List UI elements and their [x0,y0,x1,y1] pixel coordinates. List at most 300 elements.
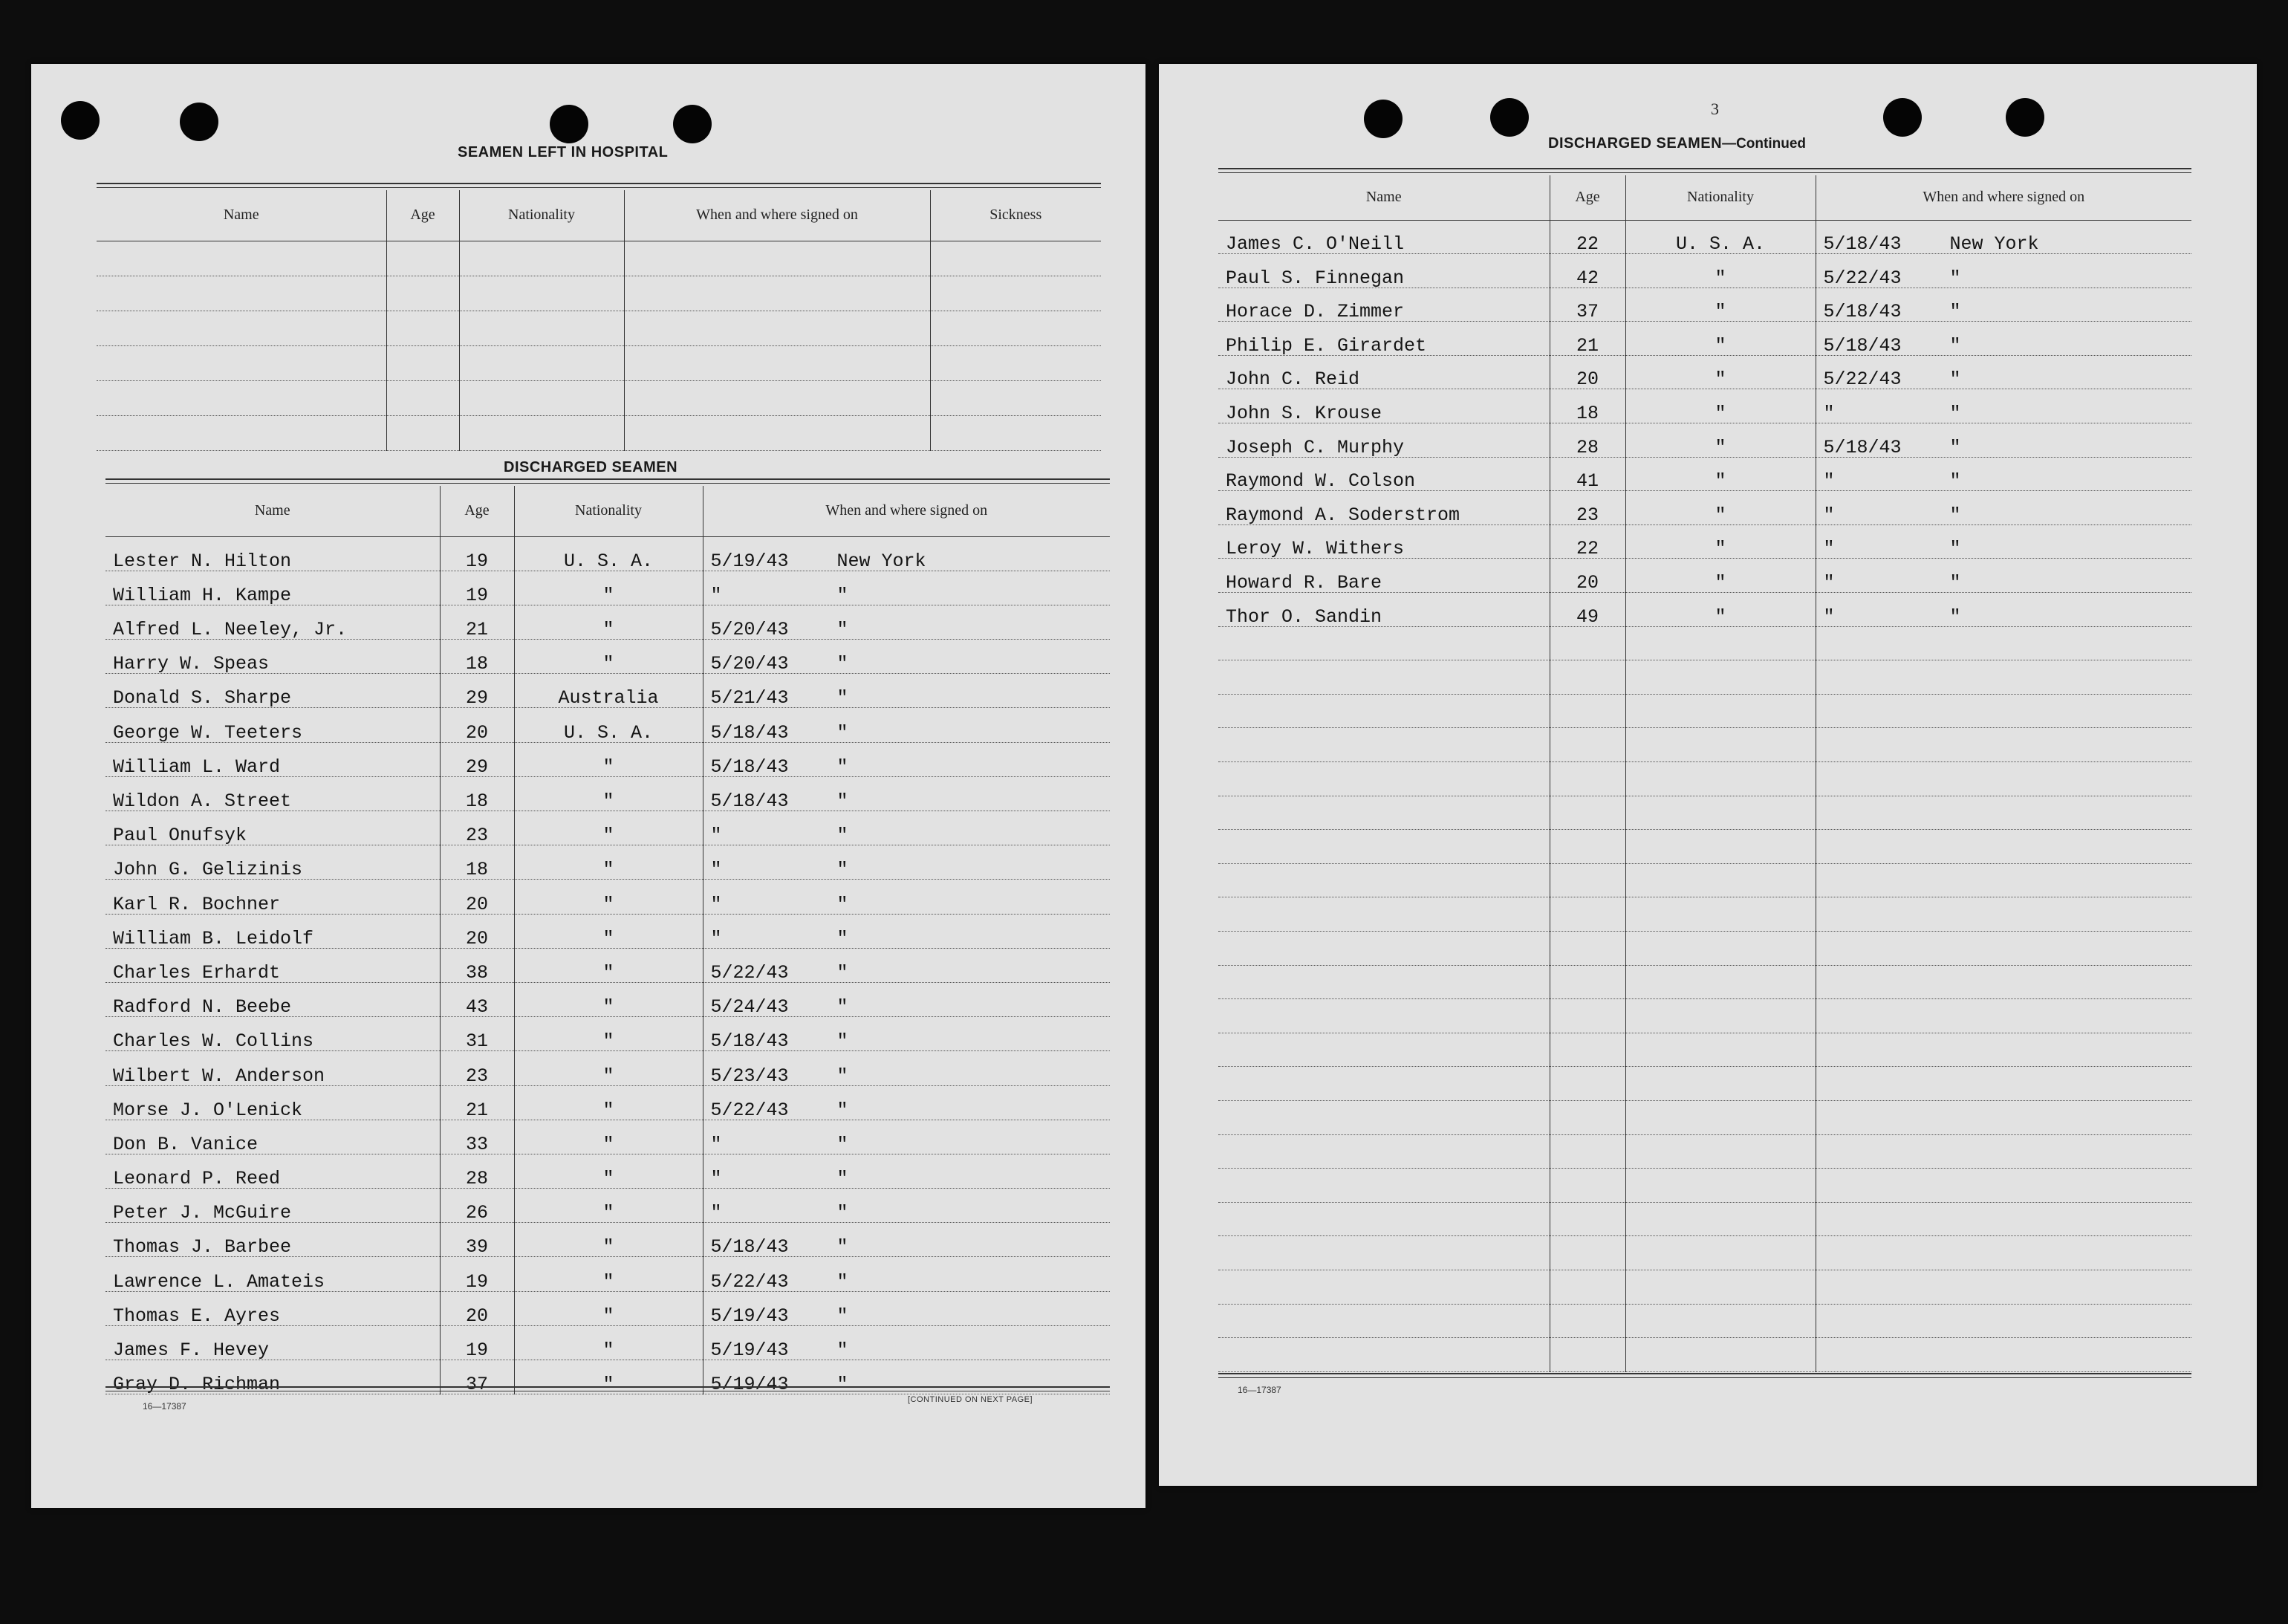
empty-cell [1625,830,1816,864]
empty-cell [624,276,930,311]
title-main: DISCHARGED SEAMEN [1548,135,1723,152]
empty-row [1218,1270,2191,1304]
signed-place: " [836,1133,848,1154]
seaman-nationality: U. S. A. [514,708,703,742]
signed-place: " [836,721,848,743]
table-row [105,948,1110,982]
signed-on-cell [703,845,1110,880]
seaman-nationality: " [514,640,703,674]
table-row [105,1325,1110,1360]
empty-row [1218,796,2191,830]
seaman-name: James F. Hevey [105,1325,440,1360]
empty-row [1218,1202,2191,1236]
empty-cell [1816,1100,2191,1134]
hospital-header-name: Name [97,190,386,241]
empty-cell [1550,1236,1625,1270]
empty-cell [97,276,386,311]
empty-cell [624,311,930,345]
seaman-age: 20 [1550,559,1625,593]
empty-cell [1550,1270,1625,1304]
seaman-age: 28 [440,1154,514,1188]
table-row [105,776,1110,811]
signed-on-cell [703,880,1110,914]
seaman-nationality: " [514,880,703,914]
signed-date: " [710,859,722,880]
empty-cell [930,241,1101,276]
signed-on-cell [703,1291,1110,1325]
seaman-nationality: " [514,1189,703,1223]
discharged-table [105,486,1110,1394]
seaman-name: William L. Ward [105,742,440,776]
empty-cell [1550,1202,1625,1236]
empty-cell [1550,728,1625,762]
signed-on-cell [703,1360,1110,1394]
signed-place: " [836,1374,848,1394]
signed-date: 5/22/43 [710,1099,789,1120]
seaman-name: Lawrence L. Amateis [105,1257,440,1291]
seaman-name: Philip E. Girardet [1218,322,1550,356]
seaman-name: William H. Kampe [105,571,440,605]
signed-on-cell [1816,288,2191,322]
empty-row [1218,1100,2191,1134]
table-row [1218,593,2191,627]
signed-place: " [1949,572,1961,593]
seaman-nationality: " [1625,389,1816,423]
signed-place: " [1949,368,1961,389]
signed-date: 5/18/43 [1823,301,1902,322]
empty-row [1218,931,2191,965]
seaman-age: 22 [1550,220,1625,254]
seaman-nationality: " [514,811,703,845]
empty-cell [1816,1067,2191,1101]
seaman-age: 29 [440,742,514,776]
hospital-top-rule [97,183,1101,184]
empty-cell [1625,626,1816,660]
table-row [105,605,1110,639]
seaman-name: Charles W. Collins [105,1017,440,1051]
seaman-age: 38 [440,948,514,982]
empty-cell [1550,830,1625,864]
seaman-age: 26 [440,1189,514,1223]
empty-cell [1816,1270,2191,1304]
table-row [105,1017,1110,1051]
signed-on-cell [703,1223,1110,1257]
empty-cell [1218,931,1550,965]
seaman-nationality: " [514,571,703,605]
seaman-name: James C. O'Neill [1218,220,1550,254]
punch-hole [1490,98,1529,137]
header-age: Age [440,486,514,536]
signed-date: 5/19/43 [710,1305,789,1326]
signed-place: " [836,927,848,949]
seaman-name: John C. Reid [1218,355,1550,389]
empty-row [1218,897,2191,932]
signed-on-cell [1816,389,2191,423]
empty-cell [1625,965,1816,999]
title-continued: —Continued [1722,136,1807,152]
empty-cell [1625,1338,1816,1372]
signed-on-cell [703,536,1110,571]
signed-on-cell [1816,593,2191,627]
seaman-age: 39 [440,1223,514,1257]
empty-cell [1625,1270,1816,1304]
signed-date: 5/24/43 [710,996,789,1017]
signed-place: " [836,687,848,708]
signed-date: 5/22/43 [710,1270,789,1292]
seaman-age: 19 [440,536,514,571]
signed-on-cell [703,640,1110,674]
table-row [105,1085,1110,1120]
discharged-continued-title [1548,135,1806,152]
seaman-nationality: " [1625,457,1816,491]
empty-cell [386,380,459,415]
header-signed-on: When and where signed on [703,486,1110,536]
punch-hole [673,105,712,143]
signed-place: " [836,996,848,1017]
empty-cell [1550,897,1625,932]
empty-cell [1218,796,1550,830]
empty-cell [1816,796,2191,830]
seaman-nationality: " [514,914,703,948]
empty-cell [459,276,624,311]
signed-date: " [710,584,722,605]
signed-on-cell [703,1189,1110,1223]
seaman-name: Donald S. Sharpe [105,674,440,708]
empty-cell [1218,1236,1550,1270]
table-row [1218,355,2191,389]
table-row [1218,254,2191,288]
empty-cell [1816,1169,2191,1203]
empty-cell [1550,863,1625,897]
seaman-nationality: " [514,605,703,639]
signed-on-cell [703,1085,1110,1120]
empty-cell [1550,660,1625,695]
signed-place: " [836,790,848,811]
table-row [105,1291,1110,1325]
signed-on-cell [1816,423,2191,458]
signed-date: " [1823,538,1835,559]
signed-on-cell [703,914,1110,948]
signed-date: " [1823,470,1835,491]
signed-date: " [710,1168,722,1189]
empty-cell [386,311,459,345]
seaman-nationality: " [514,845,703,880]
signed-place: " [836,1065,848,1085]
empty-cell [459,415,624,450]
empty-row [1218,863,2191,897]
empty-cell [386,276,459,311]
seaman-name: Raymond W. Colson [1218,457,1550,491]
seaman-age: 18 [440,776,514,811]
seaman-age: 20 [440,708,514,742]
signed-date: 5/22/43 [1823,267,1902,288]
header-nationality: Nationality [1625,175,1816,220]
discharged-top-rule [105,478,1110,480]
signed-place: " [1949,403,1961,423]
seaman-name: Charles Erhardt [105,948,440,982]
seaman-age: 21 [440,605,514,639]
empty-cell [1816,863,2191,897]
empty-row [1218,1236,2191,1270]
empty-row [1218,728,2191,762]
seaman-name: Peter J. McGuire [105,1189,440,1223]
empty-cell [1625,1202,1816,1236]
empty-row [1218,1169,2191,1203]
signed-date: 5/21/43 [710,687,789,708]
signed-on-cell [1816,457,2191,491]
punch-hole [2006,98,2044,137]
empty-cell [1816,999,2191,1033]
empty-row [1218,1338,2191,1372]
signed-date: " [1823,572,1835,593]
empty-cell [1218,1202,1550,1236]
left-page [31,64,1145,1508]
seaman-age: 18 [440,845,514,880]
seaman-age: 23 [440,1051,514,1085]
table-row [1218,322,2191,356]
table-row [105,1360,1110,1394]
signed-place: " [836,653,848,674]
signed-date: " [1823,403,1835,423]
seaman-name: William B. Leidolf [105,914,440,948]
empty-cell [930,415,1101,450]
signed-place: " [1949,605,1961,627]
hospital-header-sickness: Sickness [930,190,1101,241]
table-row [105,1257,1110,1291]
signed-date: " [710,825,722,845]
signed-date: 5/19/43 [710,1374,789,1394]
table-row [105,811,1110,845]
empty-cell [97,241,386,276]
signed-place: " [836,1270,848,1292]
empty-cell [1625,796,1816,830]
signed-date: 5/18/43 [710,1236,789,1257]
discharged-continued-table [1218,175,2191,1372]
empty-row [1218,626,2191,660]
empty-cell [1816,931,2191,965]
seaman-nationality: " [514,1257,703,1291]
signed-date: 5/19/43 [710,550,789,571]
empty-cell [1218,728,1550,762]
seaman-nationality: U. S. A. [514,536,703,571]
empty-cell [1550,694,1625,728]
signed-date: 5/18/43 [1823,233,1902,254]
seaman-nationality: " [514,1085,703,1120]
empty-cell [1816,660,2191,695]
seaman-nationality: " [1625,254,1816,288]
empty-cell [1218,999,1550,1033]
empty-cell [97,345,386,380]
signed-place: " [836,756,848,777]
seaman-age: 49 [1550,593,1625,627]
empty-cell [1625,762,1816,796]
signed-on-cell [703,605,1110,639]
table-row [1218,423,2191,458]
signed-date: 5/22/43 [1823,368,1902,389]
seaman-age: 19 [440,1325,514,1360]
empty-row [1218,1304,2191,1338]
seaman-name: Harry W. Speas [105,640,440,674]
empty-cell [1218,694,1550,728]
empty-cell [1816,1202,2191,1236]
seaman-name: Gray D. Richman [105,1360,440,1394]
table-row [1218,220,2191,254]
signed-on-cell [703,1120,1110,1154]
seaman-nationality: " [514,1360,703,1394]
right-page [1159,64,2257,1486]
empty-cell [1218,1067,1550,1101]
empty-cell [1218,863,1550,897]
empty-cell [1625,728,1816,762]
empty-cell [97,380,386,415]
empty-cell [1625,999,1816,1033]
signed-on-cell [703,1257,1110,1291]
empty-cell [1625,1304,1816,1338]
signed-on-cell [703,674,1110,708]
signed-place: " [836,1030,848,1051]
empty-cell [1218,1100,1550,1134]
seaman-age: 21 [1550,322,1625,356]
empty-row [97,241,1101,276]
signed-place: " [836,619,848,640]
signed-place: " [1949,334,1961,356]
empty-cell [930,380,1101,415]
empty-cell [1550,762,1625,796]
empty-cell [1218,1270,1550,1304]
seaman-name: Leroy W. Withers [1218,524,1550,559]
seaman-name: Horace D. Zimmer [1218,288,1550,322]
empty-cell [386,345,459,380]
signed-place: New York [836,550,926,571]
seaman-name: Wildon A. Street [105,776,440,811]
seaman-nationality: U. S. A. [1625,220,1816,254]
empty-cell [1550,1338,1625,1372]
empty-cell [1816,1338,2191,1372]
empty-cell [1550,1100,1625,1134]
signed-on-cell [703,982,1110,1016]
hospital-header-nationality: Nationality [459,190,624,241]
seaman-nationality: " [514,742,703,776]
seaman-name: John S. Krouse [1218,389,1550,423]
header-signed-on: When and where signed on [1816,175,2191,220]
page-number: 3 [1711,100,1719,118]
seaman-name: Thomas E. Ayres [105,1291,440,1325]
empty-cell [1625,1067,1816,1101]
seaman-name: George W. Teeters [105,708,440,742]
empty-cell [1625,694,1816,728]
seaman-name: Leonard P. Reed [105,1154,440,1188]
seaman-age: 23 [440,811,514,845]
empty-row [1218,1134,2191,1169]
seaman-age: 42 [1550,254,1625,288]
seaman-nationality: " [514,948,703,982]
signed-place: " [1949,436,1961,458]
empty-cell [1550,1067,1625,1101]
signed-on-cell [1816,254,2191,288]
signed-on-cell [703,742,1110,776]
table-row [1218,457,2191,491]
seaman-name: Don B. Vanice [105,1120,440,1154]
empty-cell [97,311,386,345]
empty-row [1218,830,2191,864]
seaman-age: 37 [1550,288,1625,322]
seaman-name: Morse J. O'Lenick [105,1085,440,1120]
table-row [105,1154,1110,1188]
empty-cell [1816,897,2191,932]
signed-date: 5/22/43 [710,961,789,983]
empty-cell [1218,626,1550,660]
table-row [105,982,1110,1016]
empty-cell [624,380,930,415]
signed-place: " [836,825,848,845]
empty-cell [1550,965,1625,999]
header-name: Name [1218,175,1550,220]
continued-note: [CONTINUED ON NEXT PAGE] [908,1395,1033,1404]
signed-date: " [1823,605,1835,627]
seaman-nationality: " [1625,524,1816,559]
signed-place: " [1949,301,1961,322]
signed-date: 5/19/43 [710,1339,789,1360]
hospital-section-title: SEAMEN LEFT IN HOSPITAL [458,144,669,160]
table-row [105,1189,1110,1223]
signed-date: 5/18/43 [1823,334,1902,356]
table-row [105,640,1110,674]
seaman-name: Howard R. Bare [1218,559,1550,593]
empty-cell [1625,931,1816,965]
empty-cell [1218,762,1550,796]
empty-cell [1218,897,1550,932]
empty-row [97,415,1101,450]
signed-place: " [1949,538,1961,559]
empty-cell [1550,1033,1625,1067]
empty-cell [624,241,930,276]
empty-cell [1625,863,1816,897]
empty-cell [1218,965,1550,999]
empty-cell [930,345,1101,380]
discharged-bottom-rule [105,1386,1110,1388]
seaman-age: 20 [440,1291,514,1325]
seaman-name: Thor O. Sandin [1218,593,1550,627]
empty-row [1218,762,2191,796]
table-row [105,536,1110,571]
seaman-age: 21 [440,1085,514,1120]
seaman-nationality: " [514,1291,703,1325]
seaman-nationality: " [1625,491,1816,525]
signed-place: " [836,961,848,983]
empty-row [97,380,1101,415]
table-row [105,708,1110,742]
empty-cell [386,241,459,276]
table-row [1218,491,2191,525]
empty-cell [1218,1304,1550,1338]
hospital-header-age: Age [386,190,459,241]
empty-row [97,311,1101,345]
empty-row [1218,965,2191,999]
seaman-nationality: " [514,776,703,811]
empty-cell [1550,1169,1625,1203]
signed-date: " [1823,504,1835,525]
seaman-age: 23 [1550,491,1625,525]
signed-on-cell [1816,220,2191,254]
table-row [1218,524,2191,559]
signed-place: " [1949,470,1961,491]
seaman-nationality: " [1625,593,1816,627]
empty-row [1218,660,2191,695]
signed-date: " [710,893,722,915]
seaman-age: 20 [440,914,514,948]
empty-cell [1550,931,1625,965]
signed-on-cell [703,1154,1110,1188]
